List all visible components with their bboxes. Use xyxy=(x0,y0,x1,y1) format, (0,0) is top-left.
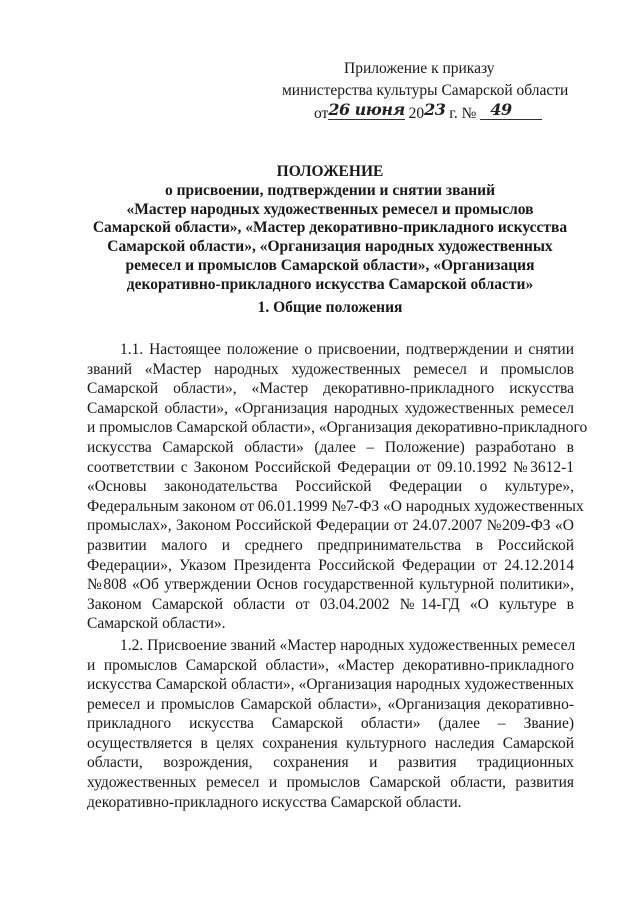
handwritten-day: 26 июня xyxy=(328,100,405,119)
handwritten-year: 23 xyxy=(424,100,446,119)
text-line: №808 «Об утверждении Основ государственной культурной политики», xyxy=(87,576,574,594)
paragraph-1-1 xyxy=(87,340,588,634)
text-line: ремесел и промыслов Самарской области», «Организация декоративно- xyxy=(87,695,574,713)
appendix-line-2: министерства культуры Самарской области xyxy=(282,82,569,99)
year-prefix: 20 xyxy=(408,105,425,122)
text-line: Самарской области». xyxy=(87,615,226,633)
appendix-line-1: Приложение к приказу xyxy=(344,60,495,77)
text-line: прикладного искусства Самарской области» (далее – Звание) xyxy=(87,715,574,733)
title-line: декоративно-прикладного искусства Самарской области» xyxy=(126,275,534,293)
text-line: и промыслов Самарской области», «Мастер декоративно-прикладного xyxy=(87,656,574,674)
text-line: развитии малого и среднего предпринимательства в Российской xyxy=(87,536,574,554)
title-line: ремесел и промыслов Самарской области», «Организация xyxy=(125,256,535,274)
title-line: Самарской области», «Организация народных художественных xyxy=(107,238,553,256)
text-line: Федерации», Указом Президента Российской Федерации от 24.12.2014 xyxy=(87,556,574,574)
section-heading: 1. Общие положения xyxy=(257,299,403,316)
title-heading: ПОЛОЖЕНИЕ xyxy=(276,163,384,180)
text-line: Законом Самарской области от 03.04.2002 №14-ГД «О культуре в xyxy=(87,595,574,613)
text-line: искусства Самарской области», «Организация народных художественных xyxy=(87,676,574,694)
text-line: соответствии с Законом Российской Федерации от 09.10.1992 №3612-1 xyxy=(87,458,574,476)
text-line: промыслах», Законом Российской Федерации от 24.07.2007 №209-ФЗ «О xyxy=(87,517,574,535)
text-line: осуществляется в целях сохранения культурного наследия Самарской xyxy=(87,734,574,752)
paragraph-1-2 xyxy=(87,636,574,812)
text-line: 1.1. Настоящее положение о присвоении, подтверждении и снятии xyxy=(120,341,574,358)
handwritten-number xyxy=(480,100,542,120)
text-line: области, возрождения, сохранения и развития традиционных xyxy=(87,754,574,772)
title-line: «Мастер народных художественных ремесел и промыслов xyxy=(126,200,534,218)
text-line: Самарской области», «Мастер декоративно-прикладного искусства xyxy=(87,380,574,398)
text-line: «Основы законодательства Российской Федерации о культуре», xyxy=(87,478,574,496)
text-line: и промыслов Самарской области», «Организация декоративно-прикладного xyxy=(87,419,588,437)
date-prefix: от xyxy=(314,105,329,122)
order-number: 49 xyxy=(490,100,512,119)
appendix-date-line xyxy=(314,101,542,126)
title-line: Самарской области», «Мастер декоративно-прикладного искусства xyxy=(92,219,568,237)
document-body xyxy=(87,340,588,812)
text-line: искусства Самарской области» (далее – Положение) разработано в xyxy=(87,438,574,456)
document-title xyxy=(80,163,580,295)
year-unit: г. № xyxy=(449,105,477,122)
text-line: 1.2. Присвоение званий «Мастер народных художественных ремесел xyxy=(120,636,576,654)
text-line: Федеральным законом от 06.01.1999 №7-ФЗ «О народных художественных xyxy=(87,497,584,515)
text-line: Самарской области», «Организация народных художественных ремесел xyxy=(87,399,574,417)
text-line: званий «Мастер народных художественных ремесел и промыслов xyxy=(87,360,574,378)
text-line: декоративно-прикладного искусства Самарской области. xyxy=(87,793,462,811)
text-line: художественных ремесел и промыслов Самарской области, развития xyxy=(87,774,574,792)
title-line: о присвоении, подтверждении и снятии званий xyxy=(164,181,496,199)
